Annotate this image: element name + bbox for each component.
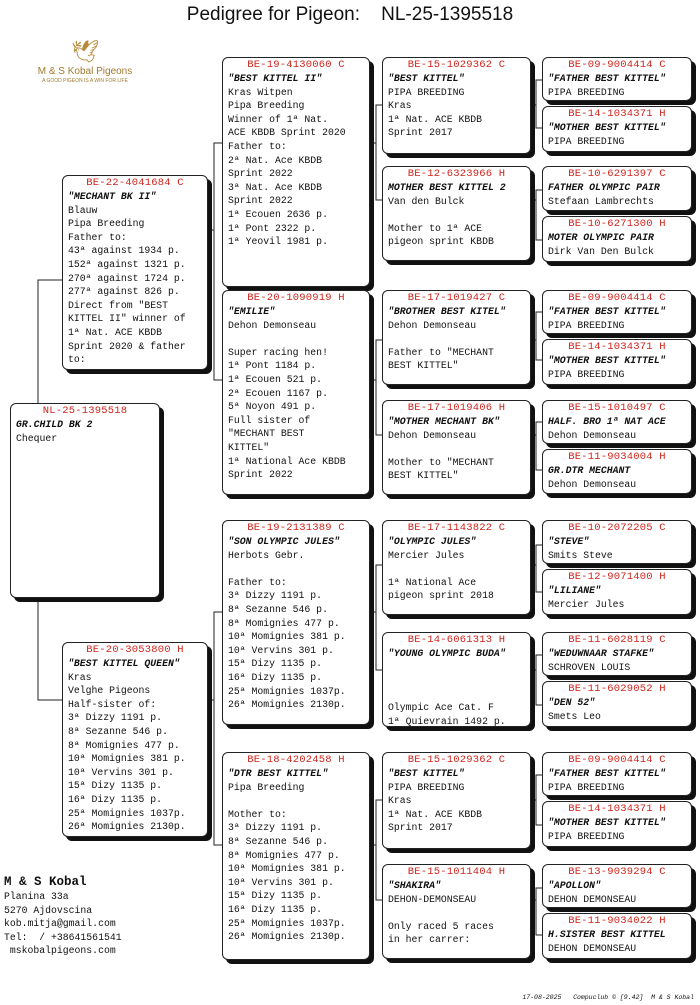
pigeon-info-line: 10ª Momignies 381 p. xyxy=(68,753,186,765)
pigeon-name: MOTER OLYMPIC PAIR xyxy=(548,232,654,243)
ring-number: BE-12-6323966 H xyxy=(407,168,506,180)
pigeon-info-line: Kras xyxy=(68,671,92,683)
ring-number: BE-09-9004414 C xyxy=(568,754,666,766)
pigeon-info-line: Dehon Demonseau xyxy=(388,429,477,441)
pigeon-name: "FATHER BEST KITTEL" xyxy=(548,306,666,317)
pigeon-name: "MECHANT BK II" xyxy=(68,191,157,202)
ring-number: BE-11-9034022 H xyxy=(568,915,666,927)
pigeon-info-line: Mother to: xyxy=(228,808,287,820)
pigeon-info-line: "MECHANT BEST xyxy=(228,428,305,440)
pigeon-card-dd[interactable] xyxy=(222,752,370,960)
pigeon-info-line: Velghe Pigeons xyxy=(68,685,151,697)
pigeon-name: "BEST KITTEL" xyxy=(388,768,465,779)
pigeon-info-line: 25ª Momignies 1037p. xyxy=(68,807,186,819)
pigeon-info-line: Dirk Van Den Bulck xyxy=(548,245,654,257)
logo-tagline: A GOOD PIGEON IS A WIN FOR LIFE xyxy=(42,78,128,84)
ring-number: BE-14-1034371 H xyxy=(568,803,666,815)
pigeon-info-line: Father to: xyxy=(228,140,287,152)
pigeon-info-line xyxy=(388,674,525,688)
pigeon-info-line: SCHROVEN LOUIS xyxy=(548,661,631,673)
pigeon-info-line: Stefaan Lambrechts xyxy=(548,195,654,207)
pigeon-info-line: PIPA BREEDING xyxy=(548,86,625,98)
pigeon-name: "EMILIE" xyxy=(228,306,276,317)
pigeon-info-line: 1ª Ecouen 2636 p. xyxy=(228,208,328,220)
pigeon-info-line: 15ª Dizy 1135 p. xyxy=(228,890,323,902)
pigeon-card-g1[interactable] xyxy=(542,57,692,101)
pigeon-info-line: 3ª Dizzy 1191 p. xyxy=(68,712,163,724)
pigeon-info-line: Super racing hen! xyxy=(228,346,328,358)
pigeon-info-line: pigeon sprint KBDB xyxy=(388,236,494,248)
pigeon-info-line: 8ª Momignies 477 p. xyxy=(68,739,180,751)
pigeon-info-line: Smits Steve xyxy=(548,549,613,561)
pigeon-card-g2[interactable] xyxy=(542,106,692,152)
pigeon-info-line: Van den Bulck xyxy=(388,195,465,207)
pigeon-info-line: 1ª Yeovil 1981 p. xyxy=(228,236,328,248)
pigeon-card-g11[interactable] xyxy=(542,632,692,676)
ring-number: BE-10-6271300 H xyxy=(568,218,666,230)
pigeon-info-line xyxy=(388,442,525,456)
ring-number: BE-10-2072205 C xyxy=(568,522,666,534)
ring-number: BE-15-1029362 C xyxy=(407,754,506,766)
ring-number: BE-20-3053800 H xyxy=(86,644,184,656)
pigeon-info-line xyxy=(228,562,364,576)
ring-number: BE-15-1029362 C xyxy=(407,59,506,71)
pigeon-info-line: 152ª against 1321 p. xyxy=(68,258,186,270)
pigeon-info-line: PIPA BREEDING xyxy=(548,781,625,793)
pigeon-info-line: Dehon Demonseau xyxy=(228,319,317,331)
pigeon-name: "BEST KITTEL II" xyxy=(228,73,323,84)
pigeon-info-line: 10ª Momignies 381 p. xyxy=(228,863,346,875)
ring-number: NL-25-1395518 xyxy=(42,405,128,417)
pigeon-card-sire[interactable] xyxy=(62,175,208,370)
pigeon-card-g9[interactable] xyxy=(542,520,692,564)
logo-name: M & S Kobal Pigeons xyxy=(37,66,133,77)
pigeon-info-line xyxy=(228,794,364,808)
pigeon-info-line: DEHON DEMONSEAU xyxy=(548,893,637,905)
pigeon-info-line: 8ª Momignies 477 p. xyxy=(228,617,340,629)
pigeon-card-g4[interactable] xyxy=(542,216,692,262)
owner-name: M & S Kobal xyxy=(4,875,87,889)
pigeon-info-line: Kras xyxy=(388,100,412,112)
pigeon-info-line: Smets Leo xyxy=(548,710,601,722)
pigeon-info-line: 8ª Sezanne 546 p. xyxy=(228,835,328,847)
pigeon-info-line: 43ª against 1934 p. xyxy=(68,245,180,257)
pigeon-card-ddd[interactable] xyxy=(382,864,531,959)
pigeon-info-line: DEHON-DEMONSEAU xyxy=(388,893,477,905)
pigeon-name: "SON OLYMPIC JULES" xyxy=(228,536,340,547)
pigeon-info-line: Olympic Ace Cat. F xyxy=(388,702,494,714)
pigeon-name: "BROTHER BEST KITEL" xyxy=(388,306,506,317)
pigeon-info-line: Kras Witpen xyxy=(228,86,293,98)
pigeon-card-g6[interactable] xyxy=(542,339,692,385)
pigeon-info-line: 1ª Nat. ACE KBDB xyxy=(68,326,163,338)
pigeon-card-dds[interactable] xyxy=(382,752,531,849)
ring-number: BE-09-9004414 C xyxy=(568,292,666,304)
pigeon-card-sdd[interactable] xyxy=(382,400,531,495)
pigeon-info-line: 16ª Dizy 1135 p. xyxy=(68,793,163,805)
pigeon-info-line xyxy=(388,208,525,222)
pigeon-info-line: Father to: xyxy=(68,231,127,243)
pigeon-info-line: DEHON DEMONSEAU xyxy=(548,942,637,954)
pigeon-info-line: Father to "MECHANT xyxy=(388,346,494,358)
pigeon-info-line: in her carrer: xyxy=(388,934,471,946)
ring-number: BE-15-1011404 H xyxy=(407,866,506,878)
pigeon-info-line: Pipa Breeding xyxy=(68,218,145,230)
pigeon-info-line: Mother to "MECHANT xyxy=(388,456,494,468)
owner-website[interactable]: mskobalpigeons.com xyxy=(4,945,116,957)
pigeon-info-line: Blauw xyxy=(68,204,98,216)
ring-number: BE-22-4041684 C xyxy=(86,177,184,189)
pigeon-info-line: Sprint 2022 xyxy=(228,469,293,481)
pigeon-info-line: Pipa Breeding xyxy=(228,781,305,793)
pigeon-info-line: PIPA BREEDING xyxy=(548,830,625,842)
pigeon-card-g5[interactable] xyxy=(542,290,692,334)
pigeon-info-line: 270ª against 1724 p. xyxy=(68,272,186,284)
pigeon-name: GR.CHILD BK 2 xyxy=(16,419,93,430)
pigeon-info-line: Only raced 5 races xyxy=(388,920,494,932)
pigeon-info-line xyxy=(388,562,525,576)
pigeon-info-line: 10ª Vervins 301 p. xyxy=(68,766,174,778)
pigeon-info-line: Dehon Demonseau xyxy=(548,429,637,441)
pigeon-info-line: pigeon sprint 2018 xyxy=(388,590,494,602)
pigeon-info-line xyxy=(388,688,525,702)
pigeon-name: "YOUNG OLYMPIC BUDA" xyxy=(388,648,506,659)
pigeon-info-line xyxy=(388,332,525,346)
ring-number: BE-14-1034371 H xyxy=(568,108,666,120)
ring-number: BE-11-6028119 C xyxy=(568,634,666,646)
owner-city: 5270 Ajdovscina xyxy=(4,904,93,916)
pigeon-card-g7[interactable] xyxy=(542,400,692,444)
pigeon-card-sd[interactable] xyxy=(222,290,370,495)
pigeon-info-line: Sprint 2022 xyxy=(228,195,293,207)
pigeon-card-g14[interactable] xyxy=(542,801,692,847)
ring-number: BE-19-2131389 C xyxy=(247,522,345,534)
pigeon-name: "APOLLON" xyxy=(548,880,601,891)
pigeon-info-line: 2ª Ecouen 1167 p. xyxy=(228,387,328,399)
ring-number: BE-11-6029052 H xyxy=(568,683,666,695)
pigeon-info-line: 26ª Momignies 2130p. xyxy=(228,931,346,943)
pigeon-info-line: 1ª Nat. ACE KBDB xyxy=(388,808,483,820)
pigeon-info-line: Full sister of xyxy=(228,414,311,426)
pigeon-info-line: PIPA BREEDING xyxy=(548,135,625,147)
pigeon-info-line: 1ª National Ace KBDB xyxy=(228,455,346,467)
pigeon-info-line: 5ª Noyon 491 p. xyxy=(228,401,317,413)
owner-email[interactable]: kob.mitja@gmail.com xyxy=(4,918,116,930)
pigeon-info-line: Winner of 1ª Nat. xyxy=(228,113,328,125)
ring-number: BE-09-9004414 C xyxy=(568,59,666,71)
ring-number: BE-13-9039294 C xyxy=(568,866,666,878)
pigeon-info-line: 3ª Dizzy 1191 p. xyxy=(228,590,323,602)
pigeon-name: HALF. BRO 1ª NAT ACE xyxy=(548,416,666,427)
ring-number: BE-17-1143822 C xyxy=(407,522,506,534)
ring-number: BE-11-9034004 H xyxy=(568,451,666,463)
pigeon-info-line: 25ª Momignies 1037p. xyxy=(228,685,346,697)
footer-stamp: 17-08-2025 Compuclub © [9.42] M & S Kobal xyxy=(522,994,694,1001)
ring-number: BE-10-6291397 C xyxy=(568,168,666,180)
pigeon-info-line: Pipa Breeding xyxy=(228,100,305,112)
pigeon-info-line: 8ª Sezanne 546 p. xyxy=(68,725,168,737)
pigeon-info-line: Chequer xyxy=(16,432,58,444)
pigeon-card-sss[interactable] xyxy=(382,57,531,154)
owner-address: Planina 33a xyxy=(4,891,69,902)
pigeon-info-line xyxy=(388,906,525,920)
pigeon-card-dsd[interactable] xyxy=(382,632,531,727)
pigeon-info-line: to: xyxy=(68,354,86,366)
pigeon-info-line: Mother to 1ª ACE xyxy=(388,222,483,234)
pigeon-info-line: 15ª Dizy 1135 p. xyxy=(68,780,163,792)
pigeon-info-line: Mercier Jules xyxy=(548,598,625,610)
pigeon-info-line: 1ª Nat. ACE KBDB xyxy=(388,113,483,125)
pigeon-name: "LILIANE" xyxy=(548,585,601,596)
pigeon-card-g12[interactable] xyxy=(542,681,692,727)
pigeon-info-line: Dehon Demonseau xyxy=(548,478,637,490)
pigeon-info-line: 15ª Dizy 1135 p. xyxy=(228,658,323,670)
pigeon-name: "DEN 52" xyxy=(548,697,596,708)
pigeon-info-line: Sprint 2017 xyxy=(388,822,453,834)
pigeon-name: MOTHER BEST KITTEL 2 xyxy=(388,182,506,193)
pigeon-info-line: 1ª National Ace xyxy=(388,576,477,588)
pigeon-info-line: 16ª Dizy 1135 p. xyxy=(228,903,323,915)
pigeon-name: "MOTHER BEST KITTEL" xyxy=(548,355,666,366)
pigeon-info-line xyxy=(228,332,364,346)
pigeon-card-ds[interactable] xyxy=(222,520,370,725)
ring-number: BE-12-9071400 H xyxy=(568,571,666,583)
pigeon-name: "SHAKIRA" xyxy=(388,880,441,891)
pigeon-card-g3[interactable] xyxy=(542,166,692,211)
pigeon-info-line: 1ª Quievrain 1492 p. xyxy=(388,715,506,727)
pigeon-name: "MOTHER MECHANT BK" xyxy=(388,416,500,427)
pigeon-info-line: PIPA BREEDING xyxy=(388,781,465,793)
pigeon-info-line: Direct from "BEST xyxy=(68,299,168,311)
pigeon-info-line: 10ª Vervins 301 p. xyxy=(228,644,334,656)
pigeon-info-line: 3ª Dizzy 1191 p. xyxy=(228,822,323,834)
pigeon-info-line: KITTEL II" winner of xyxy=(68,313,186,325)
pigeon-info-line: 10ª Momignies 381 p. xyxy=(228,631,346,643)
pigeon-info-line: PIPA BREEDING xyxy=(388,86,465,98)
pigeon-info-line: Dehon Demonseau xyxy=(388,319,477,331)
pigeon-name: H.SISTER BEST KITTEL xyxy=(548,929,666,940)
pigeon-info-line: Sprint 2020 & father xyxy=(68,340,186,352)
pigeon-name: "STEVE" xyxy=(548,536,590,547)
pigeon-info-line: 3ª Nat. Ace KBDB xyxy=(228,181,323,193)
ring-number: BE-15-1010497 C xyxy=(568,402,666,414)
ring-number: BE-14-1034371 H xyxy=(568,341,666,353)
pigeon-card-g15[interactable] xyxy=(542,864,692,908)
ring-number: BE-20-1090919 H xyxy=(247,292,345,304)
pigeon-info-line: 8ª Momignies 477 p. xyxy=(228,849,340,861)
pigeon-info-line: 26ª Momignies 2130p. xyxy=(68,821,186,833)
pigeon-card-g8[interactable] xyxy=(542,449,692,494)
pigeon-info-line: KITTEL" xyxy=(228,441,270,453)
pigeon-info-line: BEST KITTEL" xyxy=(388,470,459,482)
pigeon-name: "WEDUWNAAR STAFKE" xyxy=(548,648,654,659)
pigeon-card-g10[interactable] xyxy=(542,569,692,615)
pigeon-info-line: 16ª Dizy 1135 p. xyxy=(228,671,323,683)
pigeon-info-line: Herbots Gebr. xyxy=(228,549,305,561)
pigeon-info-line: 2ª Nat. Ace KBDB xyxy=(228,154,323,166)
pigeon-info-line: 26ª Momignies 2130p. xyxy=(228,699,346,711)
pigeon-card-ssd[interactable] xyxy=(382,166,531,261)
pigeon-name: "FATHER BEST KITTEL" xyxy=(548,73,666,84)
pigeon-info-line: Mercier Jules xyxy=(388,549,465,561)
pigeon-info-line: Sprint 2022 xyxy=(228,168,293,180)
pigeon-info-line: 8ª Sezanne 546 p. xyxy=(228,603,328,615)
pigeon-info-line: 277ª against 826 p. xyxy=(68,286,180,298)
pigeon-info-line: 10ª Vervins 301 p. xyxy=(228,876,334,888)
pigeon-card-dss[interactable] xyxy=(382,520,531,615)
pigeon-card-subject[interactable] xyxy=(10,403,160,598)
ring-number: BE-17-1019427 C xyxy=(407,292,506,304)
ring-number: BE-17-1019406 H xyxy=(407,402,506,414)
pigeon-info-line: PIPA BREEDING xyxy=(548,368,625,380)
pigeon-name: "OLYMPIC JULES" xyxy=(388,536,477,547)
pigeon-info-line: BEST KITTEL" xyxy=(388,360,459,372)
pigeon-info-line: 1ª Ecouen 521 p. xyxy=(228,373,323,385)
pigeon-info-line: Kras xyxy=(388,795,412,807)
pigeon-card-g16[interactable] xyxy=(542,913,692,959)
pigeon-info-line: 1ª Pont 1184 p. xyxy=(228,360,317,372)
pigeon-name: "DTR BEST KITTEL" xyxy=(228,768,328,779)
pigeon-name: "BEST KITTEL QUEEN" xyxy=(68,658,180,669)
owner-info xyxy=(4,874,214,958)
pigeon-info-line: PIPA BREEDING xyxy=(548,319,625,331)
ring-number: BE-19-4130060 C xyxy=(247,59,345,71)
pigeon-card-sds[interactable] xyxy=(382,290,531,385)
owner-phone: Tel: / +38641561541 xyxy=(4,931,122,943)
pigeon-card-dam[interactable] xyxy=(62,642,208,837)
pigeon-info-line: 25ª Momignies 1037p. xyxy=(228,917,346,929)
pigeon-info-line: Father to: xyxy=(228,576,287,588)
pigeon-info-line: 1ª Pont 2322 p. xyxy=(228,222,317,234)
pigeon-info-line: ACE KBDB Sprint 2020 xyxy=(228,127,346,139)
pigeon-card-ss[interactable] xyxy=(222,57,370,287)
pigeon-info-line xyxy=(388,661,525,675)
ring-number: BE-14-6061313 H xyxy=(407,634,506,646)
pigeon-name: "MOTHER BEST KITTEL" xyxy=(548,122,666,133)
ring-number: BE-18-4202458 H xyxy=(247,754,345,766)
pigeon-info-line: Sprint 2017 xyxy=(388,127,453,139)
pigeon-name: "BEST KITTEL" xyxy=(388,73,465,84)
pigeon-name: "MOTHER BEST KITTEL" xyxy=(548,817,666,828)
page-title: Pedigree for Pigeon: NL-25-1395518 xyxy=(186,4,514,25)
pigeon-logo-icon: 🕊 xyxy=(71,41,99,66)
pigeon-info-line: Half-sister of: xyxy=(68,698,157,710)
pigeon-name: FATHER OLYMPIC PAIR xyxy=(548,182,660,193)
pigeon-name: "FATHER BEST KITTEL" xyxy=(548,768,666,779)
pigeon-name: GR.DTR MECHANT xyxy=(548,465,631,476)
pigeon-card-g13[interactable] xyxy=(542,752,692,796)
